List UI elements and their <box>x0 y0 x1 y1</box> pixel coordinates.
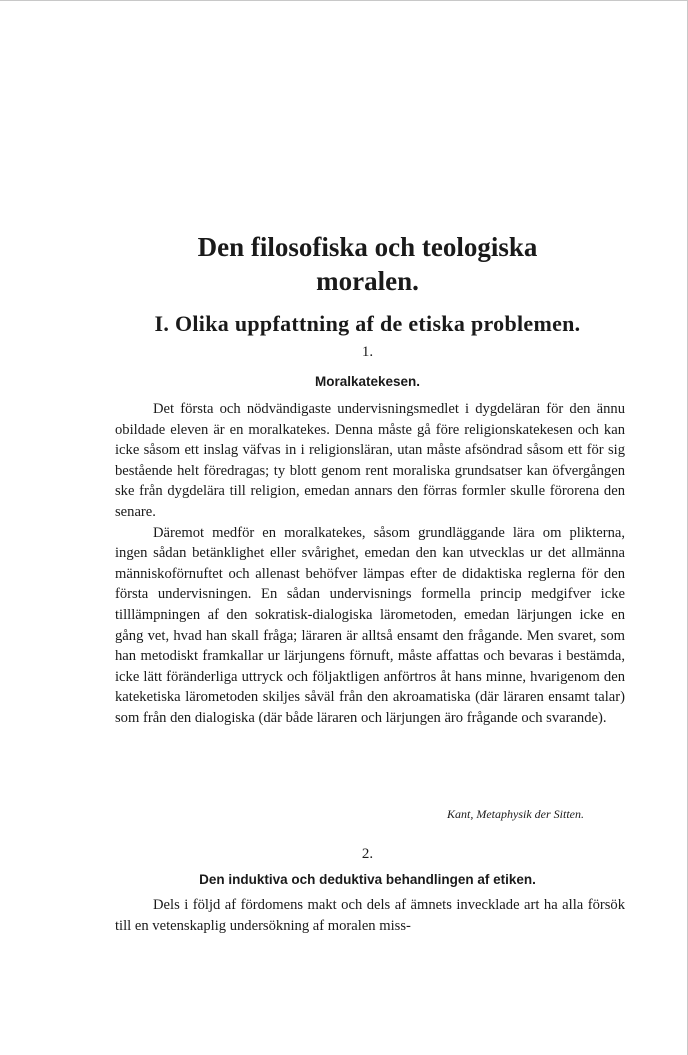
paragraph-2: Däremot medför en moralkatekes, såsom grundläggande lära om plikterna, ingen sådan betänklighet eller svårighet, emedan den kan utvecklas ur det allmänna människoförnuftet och allenast behöfver lämpas efter de didaktiska reglerna för den första undervisningen. En sådan undervisnings formella princip medgifver icke tilllämpningen af den sokratisk-dialogiska lärometoden, emedan lärjungen icke en gång vet, hvad han skall fråga; läraren är alltså ensamt den frågande. Men svaret, som han metodiskt framkallar ur lärjungens förnuft, måste affattas och bevaras i bestämda, icke lätt föränderliga uttryck och följaktligen anförtros åt hans minne, hvarigenom den kateketiska lärometoden skiljes såväl från den akroamatiska (där läraren ensamt talar) som från den dialogiska (där både läraren och lärjungen äro frågande och svarande). <box>115 524 625 726</box>
section-2-body <box>115 895 625 936</box>
page-title <box>110 230 625 298</box>
chapter-heading: I. Olika uppfattning af de etiska problemen. <box>154 311 581 336</box>
section-2-number: 2. <box>361 846 374 862</box>
title-line-1: Den filosofiska och teologiska <box>197 232 538 262</box>
citation: Kant, Metaphysik der Sitten. <box>447 807 584 821</box>
title-line-2: moralen. <box>316 266 419 296</box>
page-top-edge <box>0 0 688 1</box>
paragraph-3: Dels i följd af fördomens makt och dels af ämnets invecklade art ha alla försök till en vetenskaplig undersökning af moralen miss- <box>115 897 625 934</box>
section-1-number: 1. <box>361 344 374 360</box>
section-1-heading: Moralkatekesen. <box>314 374 421 389</box>
paragraph-1: Det första och nödvändigaste undervisningsmedlet i dygdeläran för den ännu obildade eleven är en moralkatekes. Denna måste gå före religionskatekesen och kan icke såsom ett inslag väfvas in i religionsläran, utan måste afsöndrad såsom ett för sig bestående helt föredragas; ty blott genom rent moraliska grundsatser kan öfvergången ske från dygdelära till religion, emedan annars den förras formler skulle förorena den senare. <box>115 401 625 520</box>
section-1-body <box>115 399 625 729</box>
section-2-heading: Den induktiva och deduktiva behandlingen af etiken. <box>199 872 536 887</box>
